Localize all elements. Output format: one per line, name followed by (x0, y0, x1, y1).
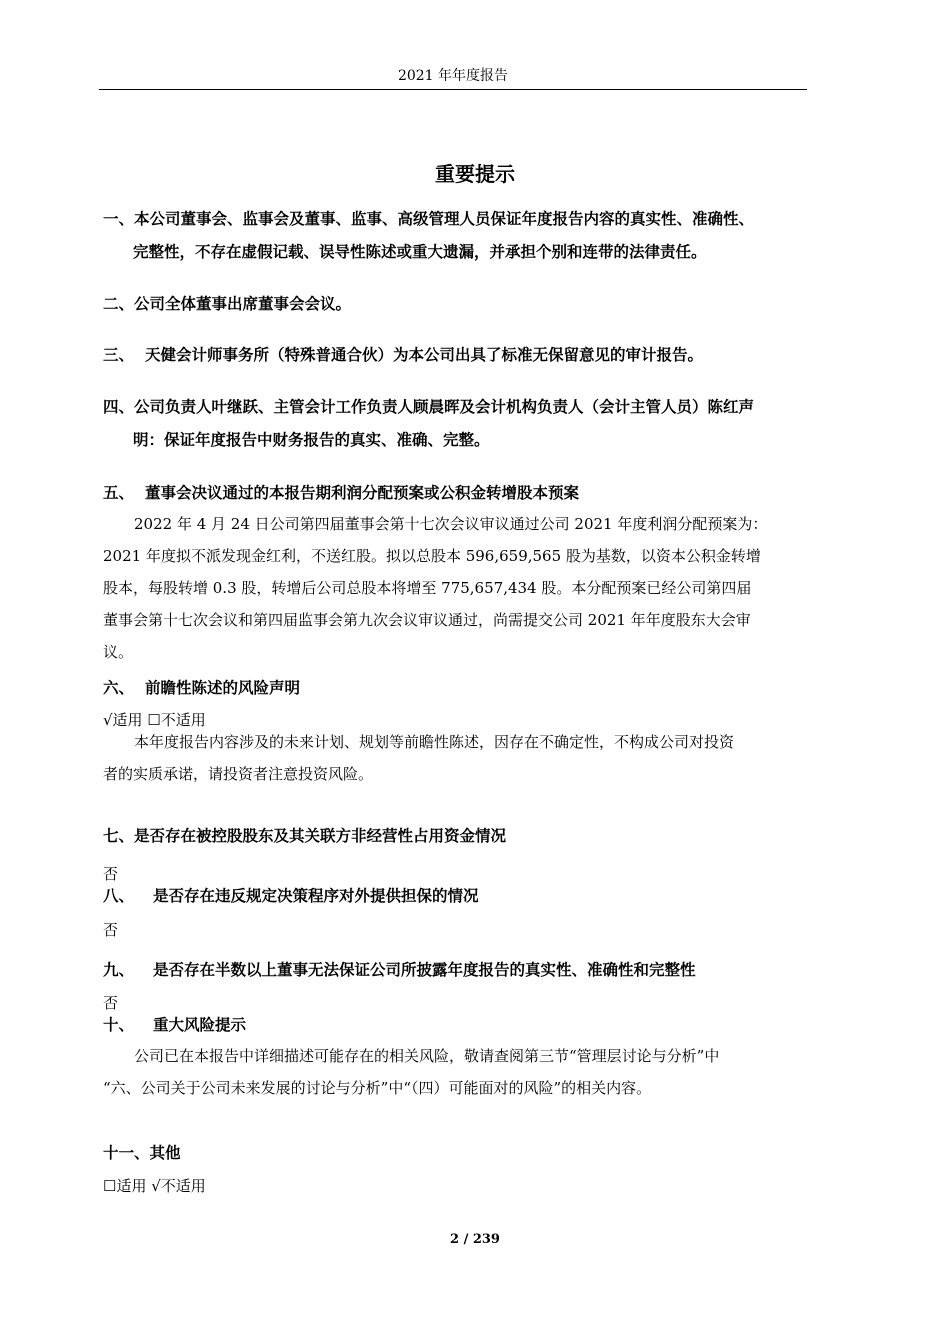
item-10-heading (103, 1014, 246, 1036)
item-10-text: 重大风险提示 (153, 1016, 247, 1034)
page-number: 2 / 239 (450, 1232, 500, 1247)
item-11-applicability: ☐适用 √不适用 (103, 1177, 206, 1195)
item-5-para-line-3: 股本，每股转增 0.3 股，转增后公司总股本将增至 775,657,434 股。本分配预案已经公司第四届 (103, 579, 752, 597)
item-9-number: 九、 (103, 961, 135, 979)
item-8-number: 八、 (103, 887, 135, 905)
item-5-text: 董事会决议通过的本报告期利润分配预案或公积金转增股本预案 (145, 484, 580, 502)
item-9-text: 是否存在半数以上董事无法保证公司所披露年度报告的真实性、准确性和完整性 (153, 961, 696, 979)
item-5-number: 五、 (103, 484, 135, 502)
item-7: 七、是否存在被控股股东及其关联方非经营性占用资金情况 (103, 827, 507, 845)
item-2: 二、公司全体董事出席董事会会议。 (103, 295, 352, 313)
item-5-para-line-2: 2021 年度拟不派发现金红利，不送红股。拟以总股本 596,659,565 股为基数，以资本公积金转增 (103, 547, 761, 565)
item-3-number: 三、 (103, 346, 135, 364)
item-3-text: 天健会计师事务所（特殊普通合伙）为本公司出具了标准无保留意见的审计报告。 (145, 346, 704, 364)
item-10-para-line-1: 公司已在本报告中详细描述可能存在的相关风险，敬请查阅第三节“管理层讨论与分析”中 (134, 1047, 720, 1065)
item-11: 十一、其他 (103, 1144, 181, 1162)
item-1-line-1: 一、本公司董事会、监事会及董事、监事、高级管理人员保证年度报告内容的真实性、准确性、 (103, 210, 755, 228)
item-1-line-2: 完整性，不存在虚假记载、误导性陈述或重大遗漏，并承担个别和连带的法律责任。 (133, 243, 707, 261)
item-10-number: 十、 (103, 1016, 135, 1034)
item-4-line-2: 明：保证年度报告中财务报告的真实、准确、完整。 (133, 431, 490, 449)
item-5-para-line-4: 董事会第十七次会议和第四届监事会第九次会议审议通过，尚需提交公司 2021 年年度股东大会审 (103, 611, 751, 629)
item-6-heading (103, 677, 300, 699)
item-7-answer: 否 (103, 865, 119, 883)
item-8-text: 是否存在违反规定决策程序对外提供担保的情况 (153, 887, 479, 905)
item-6-applicability: √适用 ☐不适用 (103, 711, 206, 729)
item-6-text: 前瞻性陈述的风险声明 (145, 679, 301, 697)
item-9-heading (103, 959, 696, 981)
item-10-para-line-2: “六、公司关于公司未来发展的讨论与分析”中“（四）可能面对的风险”的相关内容。 (103, 1079, 652, 1097)
item-8-heading (103, 885, 479, 907)
item-8-answer: 否 (103, 921, 119, 939)
item-4-line-1: 四、公司负责人叶继跃、主管会计工作负责人顾晨晖及会计机构负责人（会计主管人员）陈红声 (103, 398, 755, 416)
item-5-para-line-5: 议。 (103, 643, 134, 661)
item-6-para-line-2: 者的实质承诺，请投资者注意投资风险。 (103, 765, 374, 783)
item-9-answer: 否 (103, 994, 119, 1012)
page-title: 重要提示 (435, 162, 515, 186)
item-5-heading (103, 482, 579, 504)
item-3 (103, 344, 703, 366)
running-header: 2021 年年度报告 (99, 66, 807, 90)
item-6-number: 六、 (103, 679, 135, 697)
item-6-para-line-1: 本年度报告内容涉及的未来计划、规划等前瞻性陈述，因存在不确定性，不构成公司对投资 (134, 733, 735, 751)
item-5-para-line-1: 2022 年 4 月 24 日公司第四届董事会第十七次会议审议通过公司 2021 年度利润分配预案为： (134, 515, 768, 533)
